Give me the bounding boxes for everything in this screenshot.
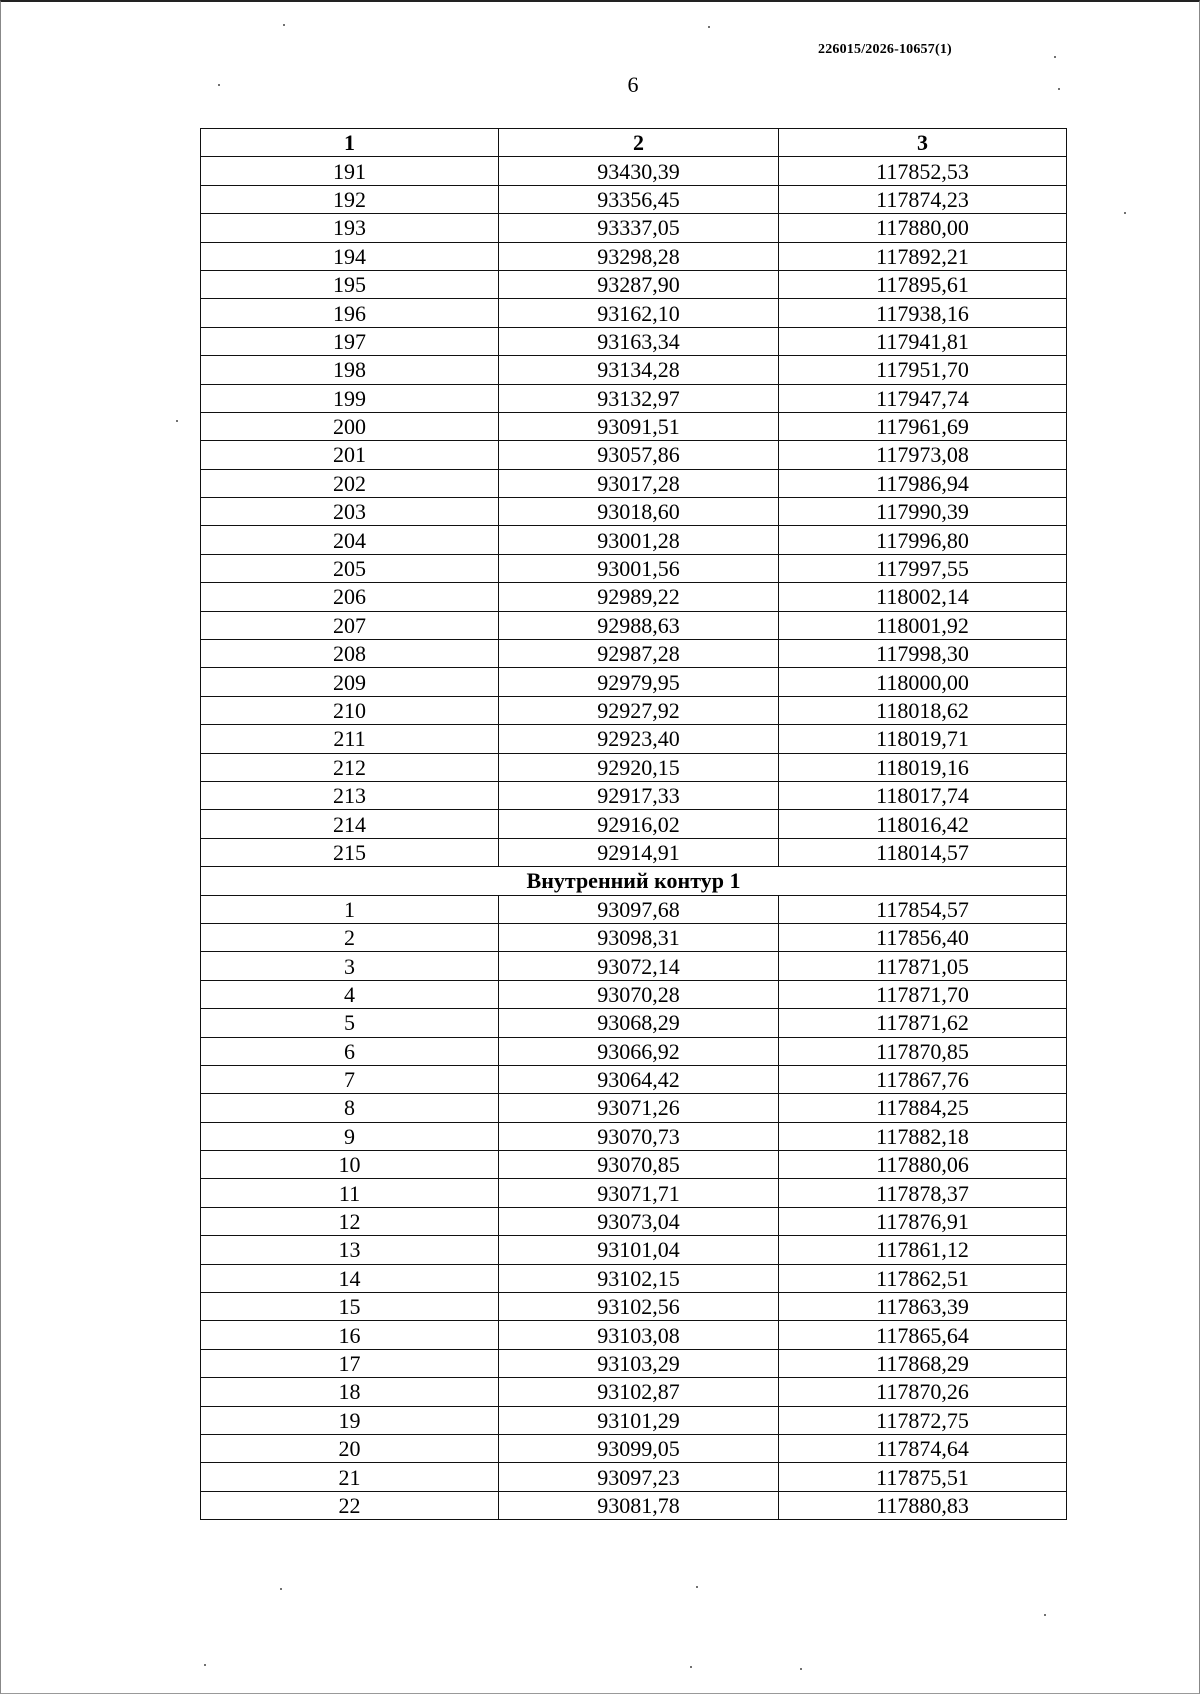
cell-x: 92916,02	[499, 810, 779, 838]
scan-speck	[283, 24, 285, 26]
cell-point-number: 202	[201, 469, 499, 497]
cell-y: 117941,81	[779, 327, 1067, 355]
cell-point-number: 193	[201, 214, 499, 242]
cell-x: 93097,68	[499, 895, 779, 923]
cell-point-number: 213	[201, 781, 499, 809]
cell-point-number: 209	[201, 668, 499, 696]
cell-point-number: 5	[201, 1009, 499, 1037]
scan-speck	[1058, 88, 1060, 90]
table-row	[201, 1236, 1067, 1264]
cell-x: 93101,04	[499, 1236, 779, 1264]
table-row	[201, 157, 1067, 185]
cell-x: 92989,22	[499, 583, 779, 611]
cell-x: 92927,92	[499, 696, 779, 724]
table-row	[201, 441, 1067, 469]
cell-y: 117854,57	[779, 895, 1067, 923]
cell-point-number: 2	[201, 923, 499, 951]
cell-x: 92920,15	[499, 753, 779, 781]
table-row	[201, 1094, 1067, 1122]
cell-y: 117874,23	[779, 185, 1067, 213]
cell-point-number: 12	[201, 1207, 499, 1235]
cell-y: 118017,74	[779, 781, 1067, 809]
section-header-row	[201, 867, 1067, 895]
cell-point-number: 16	[201, 1321, 499, 1349]
cell-point-number: 215	[201, 838, 499, 866]
cell-point-number: 194	[201, 242, 499, 270]
scan-speck	[708, 26, 710, 28]
cell-point-number: 17	[201, 1349, 499, 1377]
cell-y: 117895,61	[779, 270, 1067, 298]
table-row	[201, 923, 1067, 951]
cell-x: 93102,87	[499, 1378, 779, 1406]
cell-x: 93068,29	[499, 1009, 779, 1037]
cell-point-number: 20	[201, 1434, 499, 1462]
table-row	[201, 696, 1067, 724]
table-row	[201, 185, 1067, 213]
cell-x: 93070,73	[499, 1122, 779, 1150]
cell-point-number: 1	[201, 895, 499, 923]
cell-y: 117878,37	[779, 1179, 1067, 1207]
cell-y: 117868,29	[779, 1349, 1067, 1377]
cell-y: 117951,70	[779, 356, 1067, 384]
scan-speck	[218, 84, 220, 86]
cell-x: 93430,39	[499, 157, 779, 185]
scan-speck	[204, 1664, 206, 1666]
table-row	[201, 384, 1067, 412]
outer-contour-rows	[201, 157, 1067, 867]
cell-point-number: 214	[201, 810, 499, 838]
coordinates-table	[200, 128, 1067, 1520]
cell-point-number: 18	[201, 1378, 499, 1406]
cell-x: 92979,95	[499, 668, 779, 696]
document-id: 226015/2026-10657(1)	[818, 42, 952, 57]
cell-y: 117990,39	[779, 498, 1067, 526]
cell-y: 117870,85	[779, 1037, 1067, 1065]
cell-x: 93102,56	[499, 1293, 779, 1321]
cell-y: 117861,12	[779, 1236, 1067, 1264]
cell-y: 117961,69	[779, 412, 1067, 440]
cell-y: 117871,70	[779, 980, 1067, 1008]
table-row	[201, 412, 1067, 440]
cell-y: 117884,25	[779, 1094, 1067, 1122]
cell-point-number: 211	[201, 725, 499, 753]
cell-x: 93001,28	[499, 526, 779, 554]
cell-y: 117882,18	[779, 1122, 1067, 1150]
table-row	[201, 469, 1067, 497]
cell-point-number: 205	[201, 554, 499, 582]
section-header	[201, 867, 1067, 895]
table-row	[201, 1293, 1067, 1321]
cell-y: 118018,62	[779, 696, 1067, 724]
cell-point-number: 11	[201, 1179, 499, 1207]
cell-point-number: 198	[201, 356, 499, 384]
cell-x: 93163,34	[499, 327, 779, 355]
table-row	[201, 1207, 1067, 1235]
cell-y: 117880,06	[779, 1151, 1067, 1179]
cell-x: 93057,86	[499, 441, 779, 469]
cell-x: 92917,33	[499, 781, 779, 809]
cell-x: 93134,28	[499, 356, 779, 384]
table-row	[201, 725, 1067, 753]
cell-point-number: 204	[201, 526, 499, 554]
cell-y: 117870,26	[779, 1378, 1067, 1406]
cell-point-number: 208	[201, 640, 499, 668]
table-header-row	[201, 129, 1067, 157]
cell-x: 93018,60	[499, 498, 779, 526]
cell-point-number: 192	[201, 185, 499, 213]
table-row	[201, 753, 1067, 781]
cell-x: 93017,28	[499, 469, 779, 497]
table-row	[201, 1463, 1067, 1491]
cell-point-number: 203	[201, 498, 499, 526]
cell-x: 93073,04	[499, 1207, 779, 1235]
cell-point-number: 195	[201, 270, 499, 298]
cell-point-number: 207	[201, 611, 499, 639]
cell-y: 117872,75	[779, 1406, 1067, 1434]
table-row	[201, 1179, 1067, 1207]
cell-x: 93298,28	[499, 242, 779, 270]
cell-y: 117871,62	[779, 1009, 1067, 1037]
cell-point-number: 201	[201, 441, 499, 469]
cell-y: 118002,14	[779, 583, 1067, 611]
table-row	[201, 1037, 1067, 1065]
cell-point-number: 4	[201, 980, 499, 1008]
cell-y: 117863,39	[779, 1293, 1067, 1321]
scan-speck	[690, 1666, 692, 1668]
table-row	[201, 299, 1067, 327]
cell-point-number: 200	[201, 412, 499, 440]
cell-point-number: 15	[201, 1293, 499, 1321]
cell-x: 93337,05	[499, 214, 779, 242]
cell-y: 117880,83	[779, 1491, 1067, 1519]
cell-y: 118000,00	[779, 668, 1067, 696]
table-row	[201, 583, 1067, 611]
cell-y: 117938,16	[779, 299, 1067, 327]
scan-speck	[176, 420, 178, 422]
cell-point-number: 21	[201, 1463, 499, 1491]
cell-x: 93356,45	[499, 185, 779, 213]
cell-point-number: 8	[201, 1094, 499, 1122]
cell-y: 117998,30	[779, 640, 1067, 668]
cell-y: 118016,42	[779, 810, 1067, 838]
cell-y: 118001,92	[779, 611, 1067, 639]
scan-speck	[1044, 1614, 1046, 1616]
table-row	[201, 1009, 1067, 1037]
cell-y: 117871,05	[779, 952, 1067, 980]
table-row	[201, 1378, 1067, 1406]
cell-x: 93064,42	[499, 1065, 779, 1093]
inner-contour-rows	[201, 895, 1067, 1520]
table-row	[201, 1349, 1067, 1377]
cell-x: 93001,56	[499, 554, 779, 582]
table-row	[201, 1321, 1067, 1349]
cell-y: 117876,91	[779, 1207, 1067, 1235]
cell-y: 117874,64	[779, 1434, 1067, 1462]
table-row	[201, 270, 1067, 298]
table-row	[201, 242, 1067, 270]
cell-point-number: 191	[201, 157, 499, 185]
table-row	[201, 952, 1067, 980]
column-header-y: 3	[779, 129, 1067, 157]
cell-point-number: 13	[201, 1236, 499, 1264]
table-row	[201, 554, 1067, 582]
cell-y: 117973,08	[779, 441, 1067, 469]
scan-speck	[1054, 56, 1056, 58]
table-row	[201, 810, 1067, 838]
scan-speck	[280, 1588, 282, 1590]
cell-x: 93071,26	[499, 1094, 779, 1122]
section-title: Внутренний контур 1	[201, 867, 1067, 895]
scan-speck	[800, 1668, 802, 1670]
cell-y: 117996,80	[779, 526, 1067, 554]
cell-x: 93097,23	[499, 1463, 779, 1491]
cell-x: 93081,78	[499, 1491, 779, 1519]
cell-y: 118014,57	[779, 838, 1067, 866]
cell-point-number: 9	[201, 1122, 499, 1150]
cell-point-number: 196	[201, 299, 499, 327]
cell-x: 93071,71	[499, 1179, 779, 1207]
column-header-point-number: 1	[201, 129, 499, 157]
cell-point-number: 10	[201, 1151, 499, 1179]
table-row	[201, 498, 1067, 526]
table-row	[201, 640, 1067, 668]
column-header-x: 2	[499, 129, 779, 157]
table-row	[201, 668, 1067, 696]
cell-point-number: 206	[201, 583, 499, 611]
table-row	[201, 526, 1067, 554]
cell-x: 92988,63	[499, 611, 779, 639]
table-row	[201, 838, 1067, 866]
scan-speck	[1124, 212, 1126, 214]
table-row	[201, 895, 1067, 923]
table-row	[201, 1491, 1067, 1519]
cell-x: 93091,51	[499, 412, 779, 440]
cell-point-number: 199	[201, 384, 499, 412]
table-row	[201, 1122, 1067, 1150]
cell-x: 93098,31	[499, 923, 779, 951]
table-row	[201, 327, 1067, 355]
table-row	[201, 356, 1067, 384]
cell-x: 93162,10	[499, 299, 779, 327]
cell-y: 117856,40	[779, 923, 1067, 951]
cell-y: 118019,16	[779, 753, 1067, 781]
cell-point-number: 212	[201, 753, 499, 781]
cell-x: 92923,40	[499, 725, 779, 753]
cell-x: 93072,14	[499, 952, 779, 980]
cell-point-number: 14	[201, 1264, 499, 1292]
cell-point-number: 3	[201, 952, 499, 980]
cell-x: 93070,28	[499, 980, 779, 1008]
cell-x: 93101,29	[499, 1406, 779, 1434]
cell-x: 92914,91	[499, 838, 779, 866]
table-row	[201, 1065, 1067, 1093]
cell-y: 117880,00	[779, 214, 1067, 242]
cell-y: 117862,51	[779, 1264, 1067, 1292]
cell-y: 117947,74	[779, 384, 1067, 412]
cell-y: 117892,21	[779, 242, 1067, 270]
cell-x: 93102,15	[499, 1264, 779, 1292]
page-number: 6	[627, 72, 639, 97]
scan-speck	[696, 1586, 698, 1588]
cell-x: 93099,05	[499, 1434, 779, 1462]
table-row	[201, 1264, 1067, 1292]
cell-x: 93132,97	[499, 384, 779, 412]
cell-x: 92987,28	[499, 640, 779, 668]
cell-x: 93287,90	[499, 270, 779, 298]
cell-point-number: 210	[201, 696, 499, 724]
cell-point-number: 22	[201, 1491, 499, 1519]
table-row	[201, 1151, 1067, 1179]
table-row	[201, 980, 1067, 1008]
cell-point-number: 7	[201, 1065, 499, 1093]
cell-point-number: 197	[201, 327, 499, 355]
cell-point-number: 19	[201, 1406, 499, 1434]
table-row	[201, 1434, 1067, 1462]
cell-point-number: 6	[201, 1037, 499, 1065]
cell-x: 93103,29	[499, 1349, 779, 1377]
cell-y: 117986,94	[779, 469, 1067, 497]
table-row	[201, 781, 1067, 809]
table-row	[201, 1406, 1067, 1434]
cell-y: 118019,71	[779, 725, 1067, 753]
table-row	[201, 611, 1067, 639]
table-row	[201, 214, 1067, 242]
cell-x: 93066,92	[499, 1037, 779, 1065]
cell-x: 93103,08	[499, 1321, 779, 1349]
cell-y: 117867,76	[779, 1065, 1067, 1093]
cell-y: 117875,51	[779, 1463, 1067, 1491]
cell-y: 117865,64	[779, 1321, 1067, 1349]
cell-y: 117852,53	[779, 157, 1067, 185]
cell-y: 117997,55	[779, 554, 1067, 582]
cell-x: 93070,85	[499, 1151, 779, 1179]
